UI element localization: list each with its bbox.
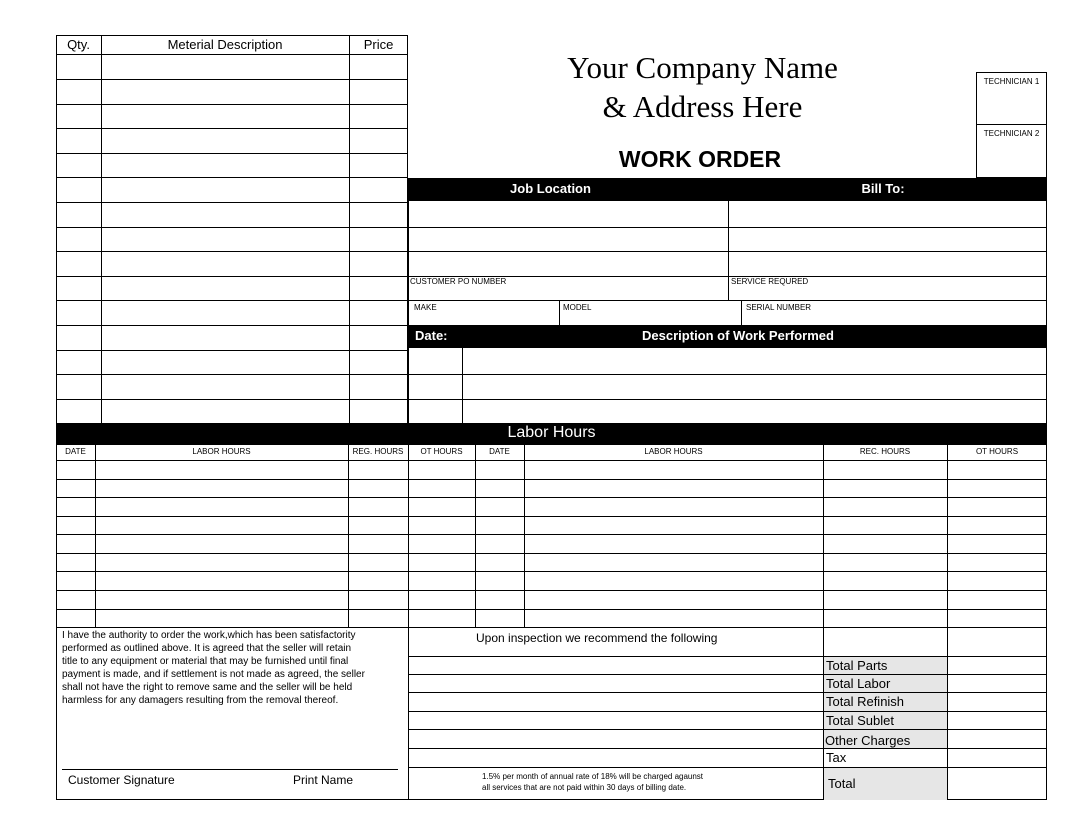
total-parts-label: Total Parts (826, 658, 888, 673)
labor-hours-bar (56, 423, 1047, 444)
right-section-left-border (408, 201, 409, 424)
finance-note-line: 1.5% per month of annual rate of 18% will be charged agaunst (482, 772, 704, 781)
model-serial-divider (741, 300, 742, 325)
authorization-line: performed as outlined above. It is agreed that the seller will retain (62, 643, 352, 654)
technician-1-label: TECHNICIAN 1 (983, 77, 1040, 86)
model-label: MODEL (563, 303, 592, 312)
job-location-bar (408, 178, 1047, 201)
total-labor-label: Total Labor (826, 676, 891, 691)
total-sublet-label: Total Sublet (826, 713, 894, 728)
totals-col-divider (823, 627, 824, 800)
totals-row-line (408, 729, 1047, 730)
authorization-line: shall not have the right to remove same and the seller will be held (62, 682, 353, 693)
work-performed-bar (408, 325, 1047, 348)
labor-table-border (56, 444, 1047, 628)
work-date-divider (462, 348, 463, 424)
materials-row-line (56, 276, 408, 277)
labor-col-divider (348, 444, 349, 628)
finance-note-line: all services that are not paid within 30 days of billing date. (482, 783, 687, 792)
materials-row-line (56, 399, 408, 400)
work-row-line (408, 374, 1047, 375)
labor-right-rec-hours-header: REC. HOURS (859, 447, 911, 456)
labor-col-divider (475, 444, 476, 628)
totals-row-line (408, 674, 1047, 675)
price-header: Price (363, 37, 394, 52)
location-row-line (408, 300, 1047, 301)
make-label: MAKE (414, 303, 437, 312)
print-name-label: Print Name (293, 773, 354, 787)
materials-row-line (56, 227, 408, 228)
work-description-label: Description of Work Performed (642, 328, 834, 343)
bill-to-label: Bill To: (861, 181, 905, 196)
materials-row-line (56, 79, 408, 80)
labor-col-divider (95, 444, 96, 628)
materials-row-line (56, 202, 408, 203)
materials-row-line (56, 325, 408, 326)
make-model-divider (559, 300, 560, 325)
work-row-line (408, 399, 1047, 400)
serial-number-label: SERIAL NUMBER (746, 303, 812, 312)
qty-header: Qty. (67, 37, 90, 52)
labor-hours-title: Labor Hours (507, 424, 596, 441)
finance-charge-note (482, 771, 703, 793)
labor-row-line (56, 497, 1047, 498)
authorization-line: I have the authority to order the work,which has been satisfactority (62, 630, 356, 641)
company-address: & Address Here (602, 89, 803, 124)
totals-row-line (408, 656, 1047, 657)
materials-table-border (56, 35, 408, 424)
materials-row-line (56, 54, 408, 55)
labor-row-line (56, 590, 1047, 591)
labor-right-date-header: DATE (489, 447, 510, 456)
labor-left-hours-header: LABOR HOURS (192, 447, 251, 456)
totals-row-line (408, 692, 1047, 693)
right-section-right-border (1046, 201, 1047, 424)
material-description-header: Meterial Description (167, 37, 283, 52)
labor-left-date-header: DATE (65, 447, 86, 456)
totals-row-line (408, 711, 1047, 712)
labor-right-ot-hours-header: OT HOURS (975, 447, 1019, 456)
materials-row-line (56, 374, 408, 375)
totals-row-line (408, 748, 1047, 749)
authorization-text (62, 629, 365, 707)
authorization-line: harmless for any damagers resulting from the removal thereof. (62, 695, 339, 706)
location-row-line (408, 227, 1047, 228)
tax-label: Tax (826, 750, 847, 765)
location-row-line (408, 251, 1047, 252)
labor-col-divider (408, 444, 409, 628)
labor-col-divider (524, 444, 525, 628)
labor-left-ot-hours-header: OT HOURS (420, 447, 463, 456)
form-title: WORK ORDER (618, 146, 782, 172)
materials-col-divider (349, 35, 350, 424)
customer-signature-label: Customer Signature (68, 773, 175, 787)
company-name: Your Company Name (567, 50, 838, 85)
labor-row-line (56, 609, 1047, 610)
date-label: Date: (415, 328, 448, 343)
materials-col-divider (101, 35, 102, 424)
authorization-line: title to any equipment or material that may be furnished until final (62, 656, 349, 667)
labor-row-line (56, 460, 1047, 461)
authorization-line: payment is made, and if settlement is not made as agreed, the seller (62, 669, 365, 680)
labor-row-line (56, 553, 1047, 554)
totals-row-line (408, 767, 1047, 768)
materials-row-line (56, 300, 408, 301)
labor-row-line (56, 516, 1047, 517)
service-required-label: SERVICE REQURED (731, 277, 809, 286)
materials-row-line (56, 177, 408, 178)
labor-right-hours-header: LABOR HOURS (644, 447, 703, 456)
labor-row-line (56, 479, 1047, 480)
labor-row-line (56, 571, 1047, 572)
total-refinish-label: Total Refinish (826, 694, 905, 709)
labor-col-divider (823, 444, 824, 628)
other-charges-label: Other Charges (825, 733, 911, 748)
labor-left-reg-hours-header: REG. HOURS (352, 447, 404, 456)
materials-row-line (56, 104, 408, 105)
signature-line (62, 769, 398, 770)
technician-divider (976, 124, 1047, 125)
labor-col-divider (947, 444, 948, 628)
materials-row-line (56, 251, 408, 252)
recommendation-label: Upon inspection we recommend the following (476, 631, 718, 645)
technician-2-label: TECHNICIAN 2 (983, 129, 1040, 138)
materials-row-line (56, 153, 408, 154)
job-location-label: Job Location (510, 181, 591, 196)
customer-po-label: CUSTOMER PO NUMBER (410, 277, 507, 286)
totals-col-divider (947, 627, 948, 800)
grand-total-label: Total (828, 776, 856, 791)
materials-row-line (56, 350, 408, 351)
labor-row-line (56, 534, 1047, 535)
materials-row-line (56, 128, 408, 129)
technician-box-border (976, 72, 1047, 178)
